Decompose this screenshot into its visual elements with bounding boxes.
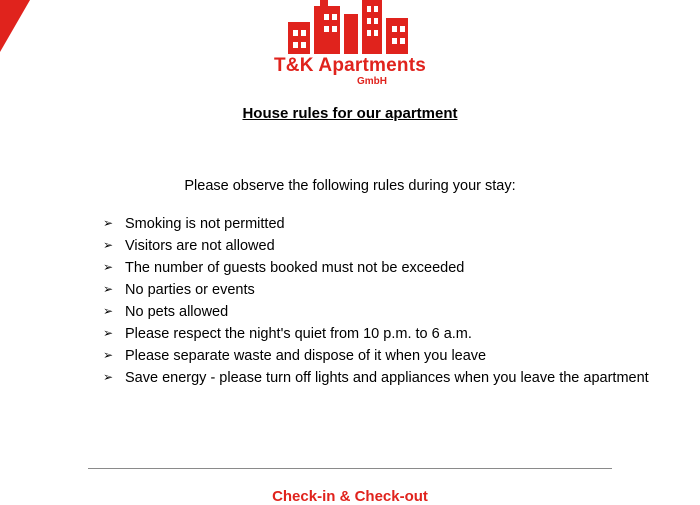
list-item: [103, 279, 660, 301]
list-item: [103, 323, 660, 345]
house-rules-list: [103, 213, 660, 389]
list-item: [103, 235, 660, 257]
arrow-bullet-icon: ➢: [103, 260, 114, 275]
list-item-label: The number of guests booked must not be exceeded: [125, 260, 465, 277]
list-item-label: Smoking is not permitted: [125, 216, 285, 232]
arrow-bullet-icon: ➢: [103, 304, 114, 319]
list-item-label: Visitors are not allowed: [125, 238, 275, 255]
company-logo: [0, 0, 700, 87]
arrow-bullet-icon: ➢: [103, 326, 114, 341]
list-item-label: Please respect the night's quiet from 10 p.m. to 6 a.m.: [125, 326, 472, 343]
list-item-label: Please separate waste and dispose of it when you leave: [125, 348, 487, 365]
arrow-bullet-icon: ➢: [103, 348, 114, 363]
company-legal-form: GmbH: [357, 76, 387, 87]
page-title: House rules for our apartment: [242, 105, 458, 122]
arrow-bullet-icon: ➢: [103, 282, 114, 297]
list-item: [103, 345, 660, 367]
list-item-label: No pets allowed: [125, 304, 229, 321]
list-item: [103, 301, 660, 323]
company-name: T&K Apartments: [274, 55, 426, 76]
buildings-logo-icon: [274, 0, 426, 54]
arrow-bullet-icon: ➢: [103, 370, 114, 385]
intro-text: Please observe the following rules during your stay:: [184, 178, 516, 194]
list-item: [103, 213, 660, 235]
arrow-bullet-icon: ➢: [103, 216, 114, 230]
arrow-bullet-icon: ➢: [103, 238, 114, 253]
section-divider: [88, 468, 612, 469]
list-item: [103, 257, 660, 279]
list-item-label: Save energy - please turn off lights and appliances when you leave the apartment: [125, 370, 649, 387]
list-item-label: No parties or events: [125, 282, 255, 299]
footer-section-heading: Check-in & Check-out: [272, 488, 428, 505]
list-item: [103, 367, 660, 389]
